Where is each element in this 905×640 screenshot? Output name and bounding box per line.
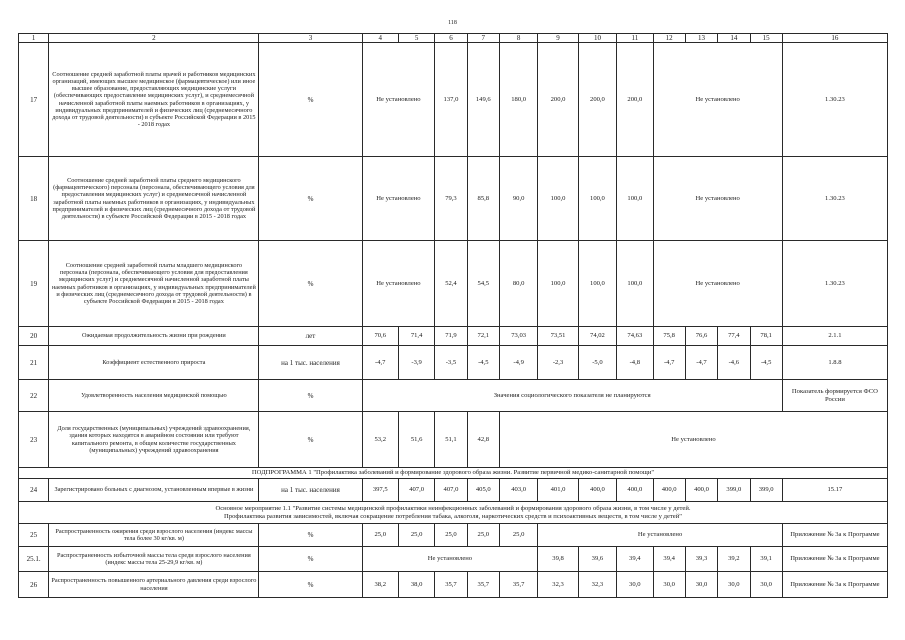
not-set-cell: Не установлено (362, 241, 435, 327)
row-number: 25.1. (19, 547, 49, 572)
unit-cell: на 1 тыс. населения (259, 479, 362, 502)
indicator-name: Соотношение средней заработной платы младшего медицинского персонала (персонала, обеспечивающего условия для предоставления медицинских услуг) и среднемесячной начисленной заработной платы наемных работников в организациях, у индивидуальных предпринимателей и физических лиц (среднемесячного дохода от трудовой деятельности) в субъекте Российской Федерации в 2015 - 2018 годах (49, 241, 259, 327)
unit-cell: % (259, 43, 362, 157)
header-row (19, 34, 888, 43)
header-cell: 9 (538, 34, 578, 43)
value-cell: 53,2 (362, 412, 398, 468)
table-row (19, 346, 888, 380)
header-cell: 10 (578, 34, 616, 43)
value-cell: 399,0 (718, 479, 750, 502)
header-cell: 12 (653, 34, 685, 43)
value-cell: -5,0 (578, 346, 616, 380)
unit-cell: % (259, 524, 362, 547)
table-row (19, 479, 888, 502)
value-cell: -4,5 (750, 346, 782, 380)
value-cell: 100,0 (578, 241, 616, 327)
value-cell: 32,3 (578, 572, 616, 598)
value-cell: 38,2 (362, 572, 398, 598)
value-cell: 25,0 (435, 524, 467, 547)
value-cell: -3,5 (435, 346, 467, 380)
table-row (19, 412, 888, 468)
table-row (19, 380, 888, 412)
indicator-name: Удовлетворенность населения медицинской помощью (49, 380, 259, 412)
value-cell: 80,0 (499, 241, 537, 327)
value-cell: 400,0 (685, 479, 717, 502)
value-cell: 85,8 (467, 157, 499, 241)
header-cell: 8 (499, 34, 537, 43)
unit-cell: лет (259, 327, 362, 346)
note-cell: 1.8.8 (782, 346, 887, 380)
unit-cell: % (259, 380, 362, 412)
row-number: 19 (19, 241, 49, 327)
value-cell: 42,8 (467, 412, 499, 468)
header-cell: 1 (19, 34, 49, 43)
header-cell: 16 (782, 34, 887, 43)
table-row (19, 241, 888, 327)
unit-cell: % (259, 241, 362, 327)
note-cell: 2.1.1 (782, 327, 887, 346)
header-cell: 14 (718, 34, 750, 43)
value-cell: 401,0 (538, 479, 578, 502)
value-cell: -4,7 (685, 346, 717, 380)
value-cell: 407,0 (435, 479, 467, 502)
row-number: 20 (19, 327, 49, 346)
value-cell: 35,7 (467, 572, 499, 598)
value-cell: 200,0 (578, 43, 616, 157)
indicator-name: Доля государственных (муниципальных) учреждений здравоохранения, здания которых находятся в аварийном состоянии или требуют капитального ремонта, в общем количестве государственных (муниципальных) учреждений здравоохранения (49, 412, 259, 468)
unit-cell: % (259, 412, 362, 468)
row-number: 25 (19, 524, 49, 547)
value-cell: 39,6 (578, 547, 616, 572)
value-cell: 400,0 (617, 479, 653, 502)
row-number: 23 (19, 412, 49, 468)
not-set-cell: Не установлено (538, 524, 782, 547)
value-cell: 407,0 (398, 479, 434, 502)
note-cell: Приложение № 3а к Программе (782, 547, 887, 572)
note-cell: Приложение № 3а к Программе (782, 524, 887, 547)
value-cell: 52,4 (435, 241, 467, 327)
header-cell: 7 (467, 34, 499, 43)
value-cell: -4,8 (617, 346, 653, 380)
indicators-table (18, 33, 888, 598)
unit-cell: % (259, 572, 362, 598)
not-set-cell: Не установлено (653, 241, 782, 327)
row-number: 18 (19, 157, 49, 241)
indicator-name: Распространенность повышенного артериального давления среди взрослого населения (49, 572, 259, 598)
note-cell: 1.30.23 (782, 43, 887, 157)
header-cell: 15 (750, 34, 782, 43)
row-number: 24 (19, 479, 49, 502)
value-cell: 38,0 (398, 572, 434, 598)
not-set-cell: Не установлено (362, 43, 435, 157)
value-cell: 39,2 (718, 547, 750, 572)
value-cell: 400,0 (578, 479, 616, 502)
row-number: 26 (19, 572, 49, 598)
value-cell: 73,51 (538, 327, 578, 346)
header-cell: 3 (259, 34, 362, 43)
value-cell: 149,6 (467, 43, 499, 157)
header-cell: 13 (685, 34, 717, 43)
table-row (19, 547, 888, 572)
value-cell: 30,0 (718, 572, 750, 598)
header-cell: 11 (617, 34, 653, 43)
row-number: 17 (19, 43, 49, 157)
value-cell: 79,3 (435, 157, 467, 241)
page-number: 118 (448, 20, 457, 26)
value-cell: 25,0 (499, 524, 537, 547)
not-set-cell: Не установлено (499, 412, 887, 468)
indicator-name: Распространенность ожирения среди взрослого населения (индекс массы тела более 30 кг/кв. м) (49, 524, 259, 547)
value-cell: 76,6 (685, 327, 717, 346)
main-activity-title (19, 502, 888, 524)
value-cell: 30,0 (617, 572, 653, 598)
indicator-name: Соотношение средней заработной платы врачей и работников медицинских организаций, имеющих высшее медицинское (фармацевтическое) или иное высшее образование, предоставляющих медицинские услуги (обеспечивающих предоставление медицинских услуг), и среднемесячной начисленной заработной платы наемных работников в организациях, у индивидуальных предпринимателей и физических лиц (среднемесячного дохода от трудовой деятельности) в субъекте Российской Федерации в 2015 - 2018 годах (49, 43, 259, 157)
value-cell: 25,0 (398, 524, 434, 547)
value-cell: 39,8 (538, 547, 578, 572)
value-cell: 100,0 (578, 157, 616, 241)
value-cell: 77,4 (718, 327, 750, 346)
table-row (19, 524, 888, 547)
note-cell: 1.30.23 (782, 241, 887, 327)
value-cell: 51,6 (398, 412, 434, 468)
note-cell: 1.30.23 (782, 157, 887, 241)
header-cell: 6 (435, 34, 467, 43)
not-set-cell: Не установлено (653, 157, 782, 241)
row-number: 22 (19, 380, 49, 412)
unit-cell: % (259, 157, 362, 241)
note-cell: Приложение № 3а к Программе (782, 572, 887, 598)
indicator-name: Ожидаемая продолжительность жизни при рождении (49, 327, 259, 346)
value-cell: 39,3 (685, 547, 717, 572)
value-cell: 30,0 (750, 572, 782, 598)
value-cell: 32,3 (538, 572, 578, 598)
value-cell: 39,1 (750, 547, 782, 572)
main-activity-line: Профилактика развития зависимостей, включая сокращение потребления табака, алкоголя, наркотических средств и психоактивных веществ, в том числе у детей" (224, 512, 682, 520)
value-cell: 200,0 (538, 43, 578, 157)
header-cell: 4 (362, 34, 398, 43)
value-cell: 51,1 (435, 412, 467, 468)
value-cell: 100,0 (538, 157, 578, 241)
main-activity-row (19, 502, 888, 524)
value-cell: 90,0 (499, 157, 537, 241)
value-cell: 397,5 (362, 479, 398, 502)
unit-cell: на 1 тыс. населения (259, 346, 362, 380)
value-cell: 200,0 (617, 43, 653, 157)
table-row (19, 327, 888, 346)
value-cell: 30,0 (653, 572, 685, 598)
value-cell: 78,1 (750, 327, 782, 346)
value-cell: 35,7 (499, 572, 537, 598)
indicator-name: Зарегистрировано больных с диагнозом, установленным впервые в жизни (49, 479, 259, 502)
value-cell: 54,5 (467, 241, 499, 327)
value-cell: 75,8 (653, 327, 685, 346)
header-cell: 2 (49, 34, 259, 43)
value-cell: 403,0 (499, 479, 537, 502)
not-set-cell: Не установлено (653, 43, 782, 157)
value-cell: -2,3 (538, 346, 578, 380)
value-cell: 30,0 (685, 572, 717, 598)
row-number: 21 (19, 346, 49, 380)
value-cell: 70,6 (362, 327, 398, 346)
value-cell: 35,7 (435, 572, 467, 598)
value-cell: 74,63 (617, 327, 653, 346)
value-cell: 100,0 (538, 241, 578, 327)
indicator-name: Коэффициент естественного прироста (49, 346, 259, 380)
table-row (19, 43, 888, 157)
value-cell: 71,4 (398, 327, 434, 346)
header-cell: 5 (398, 34, 434, 43)
subprogram-title: ПОДПРОГРАММА 1 "Профилактика заболеваний и формирование здорового образа жизни. Развитие первичной медико-санитарной помощи" (19, 468, 888, 479)
value-cell: -4,6 (718, 346, 750, 380)
value-cell: 74,02 (578, 327, 616, 346)
value-cell: 39,4 (653, 547, 685, 572)
value-cell: 180,0 (499, 43, 537, 157)
note-cell: Показатель формируется ФСО России (782, 380, 887, 412)
not-set-cell: Не установлено (362, 157, 435, 241)
subprogram-row (19, 468, 888, 479)
value-cell: 73,03 (499, 327, 537, 346)
indicator-name: Соотношение средней заработной платы среднего медицинского (фармацевтического) персонала (персонала, обеспечивающего условия для предоставления медицинских услуг) и среднемесячной начисленной заработной платы наемных работников в организациях, у индивидуальных предпринимателей и физических лиц (среднемесячного дохода от трудовой деятельности) в субъекте Российской Федерации в 2015 - 2018 годах (49, 157, 259, 241)
unit-cell: % (259, 547, 362, 572)
indicator-name: Распространенность избыточной массы тела среди взрослого населения (индекс массы тела 25-29,9 кг/кв. м) (49, 547, 259, 572)
table-row (19, 572, 888, 598)
value-cell: -4,5 (467, 346, 499, 380)
main-activity-line: Основное мероприятие 1.1 "Развитие системы медицинской профилактики неинфекционных заболеваний и формирования здорового образа жизни, в том числе у детей. (215, 505, 691, 513)
value-cell: -3,9 (398, 346, 434, 380)
value-cell: -4,9 (499, 346, 537, 380)
value-cell: 405,0 (467, 479, 499, 502)
value-cell: 137,0 (435, 43, 467, 157)
note-cell: 15.17 (782, 479, 887, 502)
value-cell: 71,9 (435, 327, 467, 346)
not-planned-cell: Значения социологического показателя не планируются (362, 380, 782, 412)
value-cell: 400,0 (653, 479, 685, 502)
value-cell: 100,0 (617, 241, 653, 327)
not-set-cell: Не установлено (362, 547, 538, 572)
value-cell: 100,0 (617, 157, 653, 241)
value-cell: 399,0 (750, 479, 782, 502)
value-cell: 39,4 (617, 547, 653, 572)
value-cell: 25,0 (362, 524, 398, 547)
value-cell: 72,1 (467, 327, 499, 346)
value-cell: 25,0 (467, 524, 499, 547)
value-cell: -4,7 (362, 346, 398, 380)
value-cell: -4,7 (653, 346, 685, 380)
table-row (19, 157, 888, 241)
